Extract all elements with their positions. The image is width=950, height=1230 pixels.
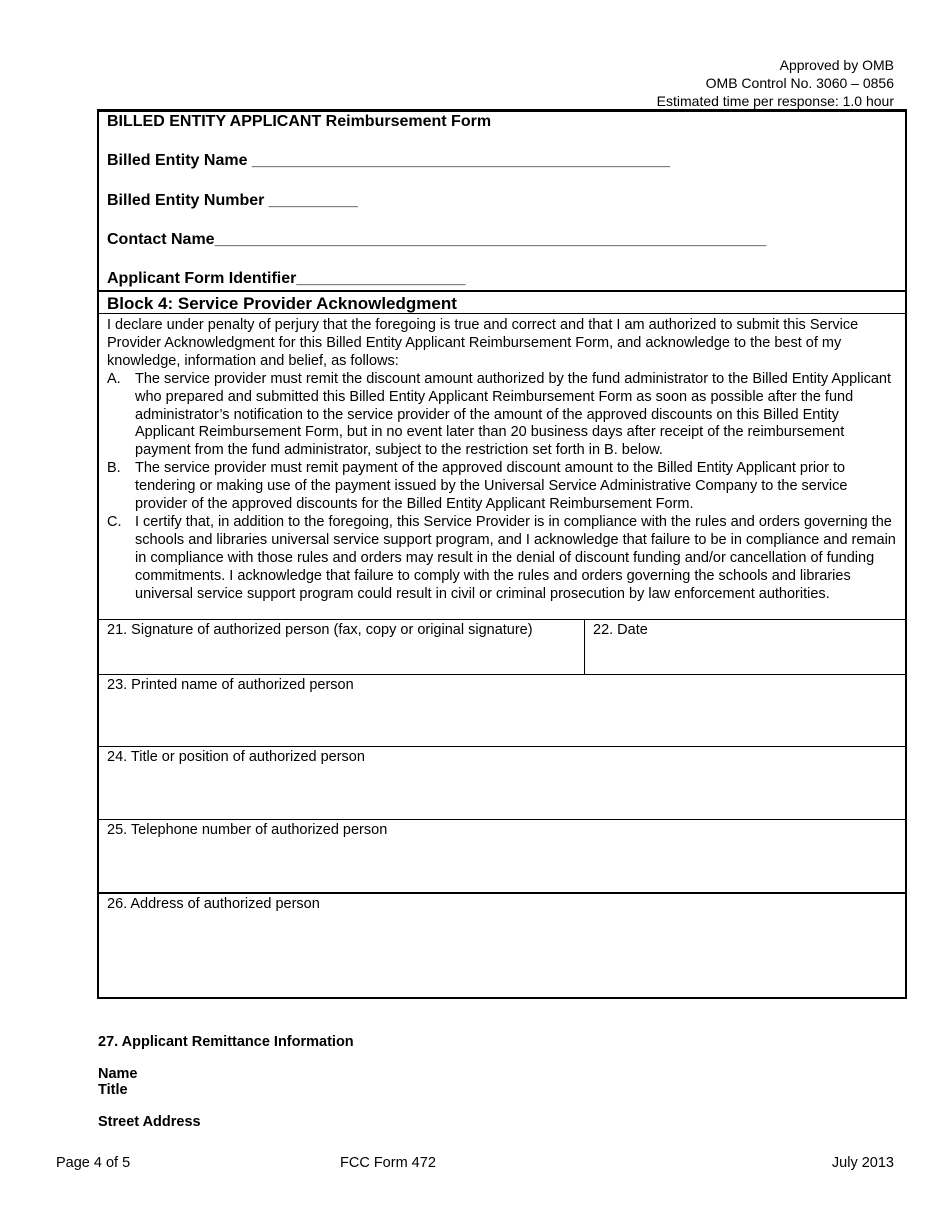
form-number: FCC Form 472 bbox=[340, 1155, 436, 1171]
block4-title: Block 4: Service Provider Acknowledgment bbox=[99, 290, 905, 314]
form-title: BILLED ENTITY APPLICANT Reimbursement Form bbox=[107, 113, 492, 130]
date-field[interactable]: 22. Date bbox=[585, 619, 905, 674]
remittance-heading: 27. Applicant Remittance Information bbox=[98, 1034, 354, 1050]
omb-control-number: OMB Control No. 3060 – 0856 bbox=[705, 75, 894, 91]
telephone-field[interactable]: 25. Telephone number of authorized person bbox=[99, 819, 905, 892]
printed-name-field[interactable]: 23. Printed name of authorized person bbox=[99, 674, 905, 746]
applicant-form-identifier-field[interactable]: Applicant Form Identifier___________________ bbox=[107, 270, 466, 287]
billed-entity-number-field[interactable]: Billed Entity Number __________ bbox=[107, 192, 358, 209]
declaration-text bbox=[107, 317, 899, 604]
omb-approval-block bbox=[657, 56, 894, 110]
page-number: Page 4 of 5 bbox=[56, 1155, 131, 1171]
item-text: The service provider must remit payment of the approved discount amount to the Billed Entity Applicant prior to tendering or making use of the payment issued by the Universal Service Administrative Company to the service provider of the approved discounts for the Billed Entity Applicant Reimbursement Form. bbox=[135, 460, 848, 513]
declaration-item-b bbox=[107, 460, 899, 514]
contact-name-field[interactable]: Contact Name______________________________________________________________ bbox=[107, 231, 767, 248]
remittance-name-label: Name bbox=[98, 1066, 138, 1082]
item-text: I certify that, in addition to the foregoing, this Service Provider is in compliance with the rules and orders governing the schools and libraries universal service support program, and I acknowledge that failure to be in compliance and remain in compliance with those rules and orders may result in the denial of discount funding and/or cancellation of funding commitments. I acknowledge that failure to comply with the rules and orders governing the schools and libraries universal service support program could result in civil or criminal prosecution by law enforcement authorities. bbox=[135, 513, 896, 602]
signature-field[interactable]: 21. Signature of authorized person (fax, copy or original signature) bbox=[99, 619, 585, 674]
item-letter: A. bbox=[107, 370, 121, 387]
item-letter: C. bbox=[107, 513, 122, 530]
revision-date: July 2013 bbox=[831, 1155, 894, 1171]
address-field[interactable]: 26. Address of authorized person bbox=[99, 892, 905, 998]
billed-entity-name-field[interactable]: Billed Entity Name _______________________________________________ bbox=[107, 152, 671, 169]
declaration-item-c bbox=[107, 514, 899, 604]
omb-approved-line: Approved by OMB bbox=[779, 57, 894, 73]
remittance-title-label: Title bbox=[98, 1082, 128, 1098]
item-letter: B. bbox=[107, 460, 121, 477]
declaration-item-a bbox=[107, 371, 899, 461]
omb-estimated-time: Estimated time per response: 1.0 hour bbox=[656, 93, 894, 109]
reimbursement-form-box bbox=[97, 109, 907, 999]
declaration-intro: I declare under penalty of perjury that the foregoing is true and correct and that I am authorized to submit this Service Provider Acknowledgment for this Billed Entity Applicant Reimbursement Form, and acknowledge to the best of my knowledge, information and belief, as follows: bbox=[107, 317, 859, 369]
item-text: The service provider must remit the discount amount authorized by the fund administrator to the Billed Entity Applicant who prepared and submitted this Billed Entity Applicant Reimbursement Form as soon as possible after the fund administrator’s notification to the service provider of the amount of the approved discounts on this Billed Entity Applicant Reimbursement Form, but in no event later than 20 business days after receipt of the reimbursement payment from the fund administrator, subject to the restriction set forth in B. below. bbox=[135, 370, 891, 459]
form-header-section bbox=[99, 112, 905, 290]
remittance-street-label: Street Address bbox=[98, 1114, 201, 1130]
title-position-field[interactable]: 24. Title or position of authorized person bbox=[99, 746, 905, 819]
